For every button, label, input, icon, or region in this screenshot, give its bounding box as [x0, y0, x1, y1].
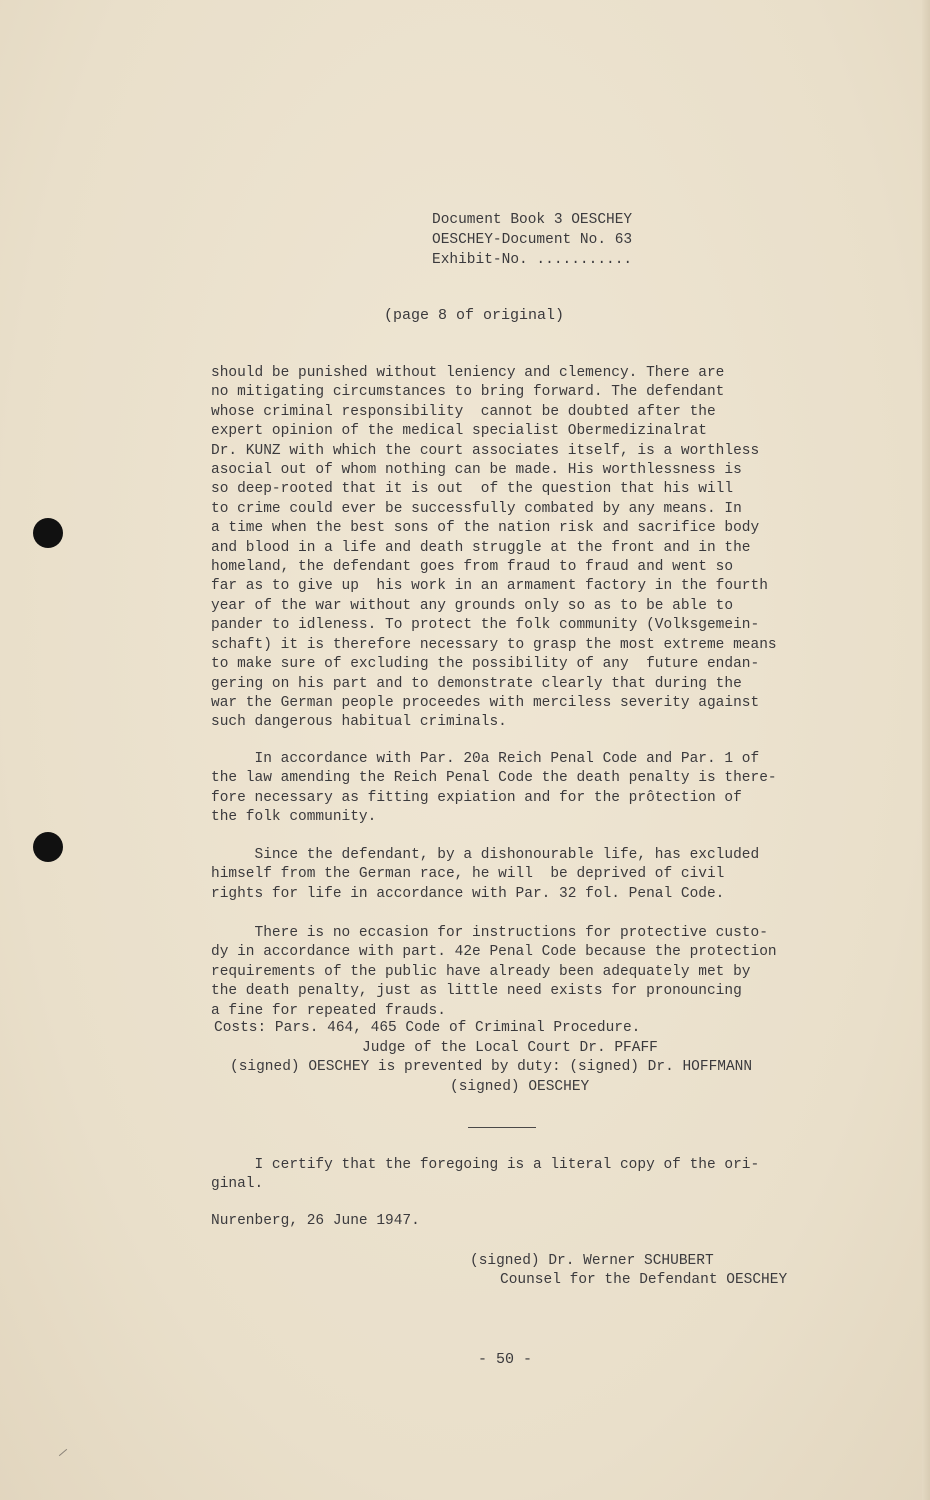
paragraph-death-penalty: In accordance with Par. 20a Reich Penal Code and Par. 1 of the law amending the Reich Penal Code the death penalty is there- fore necessary as fitting expiation and for the prôtection of the folk community. [211, 751, 777, 826]
header-book: Document Book 3 OESCHEY [432, 212, 633, 228]
signed-oeschey: (signed) OESCHEY [450, 1079, 590, 1095]
signature-name: (signed) Dr. Werner SCHUBERT [470, 1253, 714, 1269]
paragraph-civil-rights: Since the defendant, by a dishonourable life, has excluded himself from the German race, he will be deprived of civil rights for life in accordance with Par. 32 fol. Penal Code. [211, 847, 760, 902]
certification-statement: I certify that the foregoing is a literal copy of the ori- ginal. [211, 1157, 760, 1193]
paragraph-protective-custody: There is no eccasion for instructions for protective custo- dy in accordance with part. 42e Penal Code because the protection requirements of the public have already been adequately met by the death penalty, just as little need exists for pronouncing a fine for repeated frauds. [211, 925, 777, 1019]
place-and-date: Nurenberg, 26 June 1947. [211, 1213, 420, 1229]
paragraph-sentence-reasoning: should be punished without leniency and clemency. There are no mitigating circumstances to bring forward. The defendant whose criminal responsibility cannot be doubted after the expert opinion of the medical specialist Obermedizinalrat Dr. KUNZ with which the court associates itself, is a worthless asocial out of whom nothing can be made. His worthlessness is so deep-rooted that it is out of the question that his will to crime could ever be successfully combated by any means. In a time when the best sons of the nation risk and sacrifice body and blood in a life and death struggle at the front and in the homeland, the defendant goes from fraud to fraud and went so far as to give up his work in an armament factory in the fourth year of the war without any grounds only so as to be able to pander to idleness. To protect the folk community (Volksgemein- schaft) it is therefore necessary to grasp the most extreme means to make sure of excluding the possibility of any future endan- gering on his part and to demonstrate clearly that during the war the German people proceedes with merciless severity against such dangerous habitual criminals. [211, 365, 777, 731]
paper-edge [922, 0, 930, 1500]
punch-hole-icon [33, 832, 63, 862]
costs-line: Costs: Pars. 464, 465 Code of Criminal Procedure. [214, 1020, 641, 1036]
page-number: - 50 - [478, 1351, 533, 1368]
divider [468, 1127, 536, 1128]
signature-title: Counsel for the Defendant OESCHEY [500, 1272, 788, 1288]
header-document-number: OESCHEY-Document No. 63 [432, 232, 633, 248]
signed-line: (signed) OESCHEY is prevented by duty: (signed) Dr. HOFFMANN [230, 1059, 753, 1075]
punch-hole-icon [33, 518, 63, 548]
judge-line: Judge of the Local Court Dr. PFAFF [362, 1040, 658, 1056]
document-header [432, 210, 632, 270]
header-exhibit-number: Exhibit-No. ........... [432, 252, 633, 268]
pencil-mark [59, 1449, 67, 1456]
original-page-reference: (page 8 of original) [384, 307, 565, 324]
